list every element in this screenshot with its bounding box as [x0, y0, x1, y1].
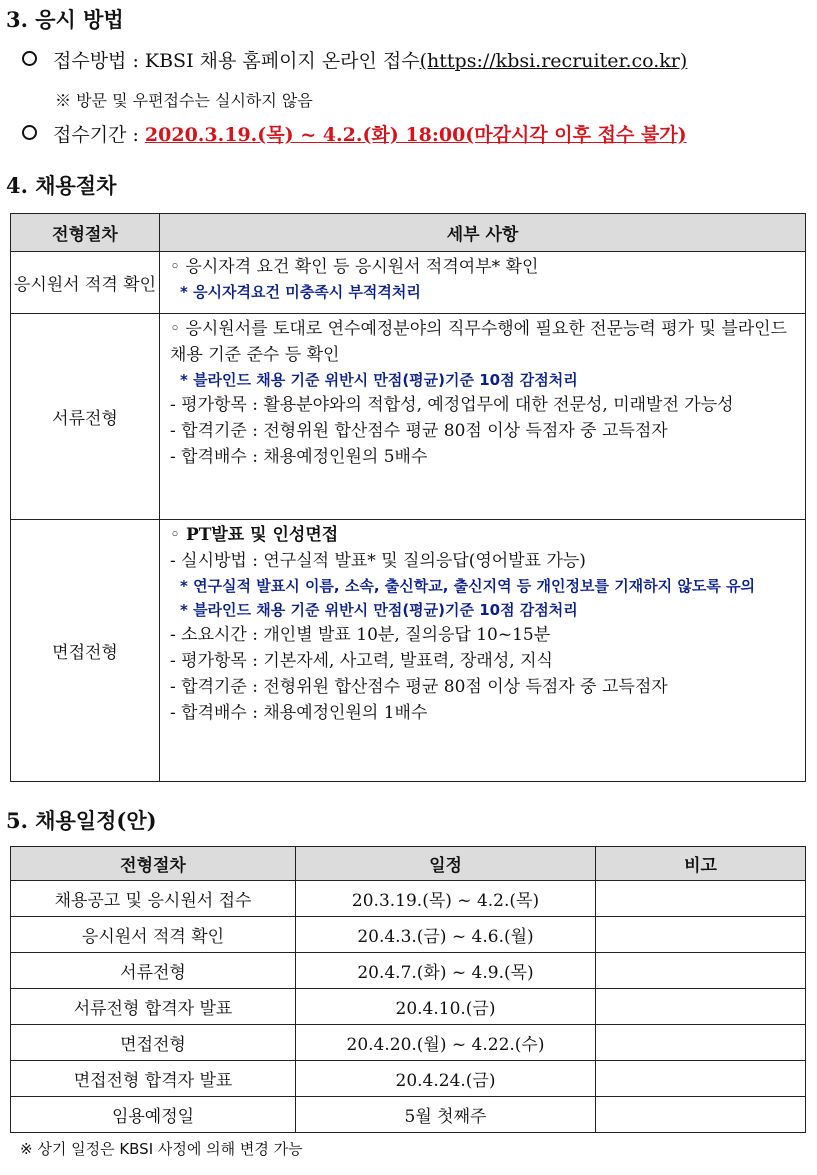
schedule-note: ※ 상기 일정은 KBSI 사정에 의해 변경 가능: [20, 1140, 303, 1158]
table-header-row: [11, 847, 806, 881]
remark-cell: [596, 989, 806, 1025]
stage-cell: 서류전형 합격자 발표: [11, 989, 296, 1025]
table-row: [11, 917, 806, 953]
date-cell: 20.4.20.(월) ~ 4.22.(수): [296, 1025, 596, 1061]
detail-line: - 합격배수 : 채용예정인원의 5배수: [170, 447, 428, 467]
detail-line: * 블라인드 채용 기준 위반시 만점(평균)기준 10점 감점처리: [180, 601, 578, 619]
column-header: 세부 사항: [160, 214, 806, 252]
date-cell: 20.4.7.(화) ~ 4.9.(목): [296, 953, 596, 989]
stage-cell: 응시원서 적격 확인: [11, 252, 160, 314]
stage-cell: 면접전형: [11, 1025, 296, 1061]
detail-line: - 평가항목 : 기본자세, 사고력, 발표력, 장래성, 지식: [170, 651, 553, 671]
stage-cell: 서류전형: [11, 953, 296, 989]
remark-cell: [596, 1061, 806, 1097]
date-cell: 5월 첫째주: [296, 1097, 596, 1133]
details-cell: [160, 314, 806, 520]
details-cell: [160, 252, 806, 314]
stage-cell: 면접전형: [11, 520, 160, 782]
table-row: [11, 1097, 806, 1133]
table-row: [11, 314, 806, 520]
detail-line: ◦ PT발표 및 인성면접: [170, 525, 339, 545]
stage-cell: 응시원서 적격 확인: [11, 917, 296, 953]
detail-line: - 합격배수 : 채용예정인원의 1배수: [170, 703, 428, 723]
date-cell: 20.4.24.(금): [296, 1061, 596, 1097]
method-note: ※ 방문 및 우편접수는 실시하지 않음: [55, 91, 313, 110]
period-line: [22, 120, 687, 147]
table-row: [11, 1061, 806, 1097]
stage-cell: 임용예정일: [11, 1097, 296, 1133]
column-header: 일정: [296, 847, 596, 881]
stage-cell: 채용공고 및 응시원서 접수: [11, 881, 296, 917]
remark-cell: [596, 1097, 806, 1133]
table-row: [11, 1025, 806, 1061]
detail-line: ◦ 응시원서를 토대로 연수예정분야의 직무수행에 필요한 전문능력 평가 및 블라인드 채용 기준 준수 등 확인: [170, 319, 788, 365]
circle-bullet-icon: [22, 125, 37, 140]
detail-line: - 합격기준 : 전형위원 합산점수 평균 80점 이상 득점자 중 고득점자: [170, 677, 668, 697]
section-4-title: 4. 채용절차: [6, 173, 117, 198]
table-row: [11, 953, 806, 989]
detail-line: ◦ 응시자격 요건 확인 등 응시원서 적격여부* 확인: [170, 257, 539, 277]
procedure-table: [10, 213, 806, 782]
recruit-link[interactable]: (https://kbsi.recruiter.co.kr): [419, 50, 688, 72]
section-5-title: 5. 채용일정(안): [6, 808, 157, 833]
table-row: [11, 520, 806, 782]
period-label: 접수기간 :: [53, 124, 145, 146]
table-row: [11, 252, 806, 314]
column-header: 비고: [596, 847, 806, 881]
stage-cell: 면접전형 합격자 발표: [11, 1061, 296, 1097]
detail-line: * 블라인드 채용 기준 위반시 만점(평균)기준 10점 감점처리: [180, 371, 578, 389]
period-value: 2020.3.19.(목) ~ 4.2.(화) 18:00(마감시각 이후 접수 불가): [144, 124, 687, 146]
remark-cell: [596, 1025, 806, 1061]
table-row: [11, 881, 806, 917]
remark-cell: [596, 881, 806, 917]
detail-line: - 실시방법 : 연구실적 발표* 및 질의응답(영어발표 가능): [170, 551, 586, 571]
date-cell: 20.4.10.(금): [296, 989, 596, 1025]
date-cell: 20.3.19.(목) ~ 4.2.(목): [296, 881, 596, 917]
date-cell: 20.4.3.(금) ~ 4.6.(월): [296, 917, 596, 953]
circle-bullet-icon: [22, 51, 37, 66]
detail-line: - 평가항목 : 활용분야와의 적합성, 예정업무에 대한 전문성, 미래발전 가능성: [170, 395, 734, 415]
table-row: [11, 989, 806, 1025]
method-line: [22, 46, 687, 73]
table-header-row: [11, 214, 806, 252]
detail-line: - 합격기준 : 전형위원 합산점수 평균 80점 이상 득점자 중 고득점자: [170, 421, 668, 441]
remark-cell: [596, 953, 806, 989]
schedule-table: [10, 846, 806, 1133]
column-header: 전형절차: [11, 214, 160, 252]
method-label: 접수방법 : KBSI 채용 홈페이지 온라인 접수: [53, 50, 420, 72]
detail-line: * 응시자격요건 미충족시 부적격처리: [180, 283, 421, 301]
details-cell: [160, 520, 806, 782]
detail-line: * 연구실적 발표시 이름, 소속, 출신학교, 출신지역 등 개인정보를 기재하지 않도록 유의: [180, 577, 756, 595]
stage-cell: 서류전형: [11, 314, 160, 520]
remark-cell: [596, 917, 806, 953]
section-3-title: 3. 응시 방법: [6, 7, 124, 32]
column-header: 전형절차: [11, 847, 296, 881]
detail-line: - 소요시간 : 개인별 발표 10분, 질의응답 10~15분: [170, 625, 551, 645]
